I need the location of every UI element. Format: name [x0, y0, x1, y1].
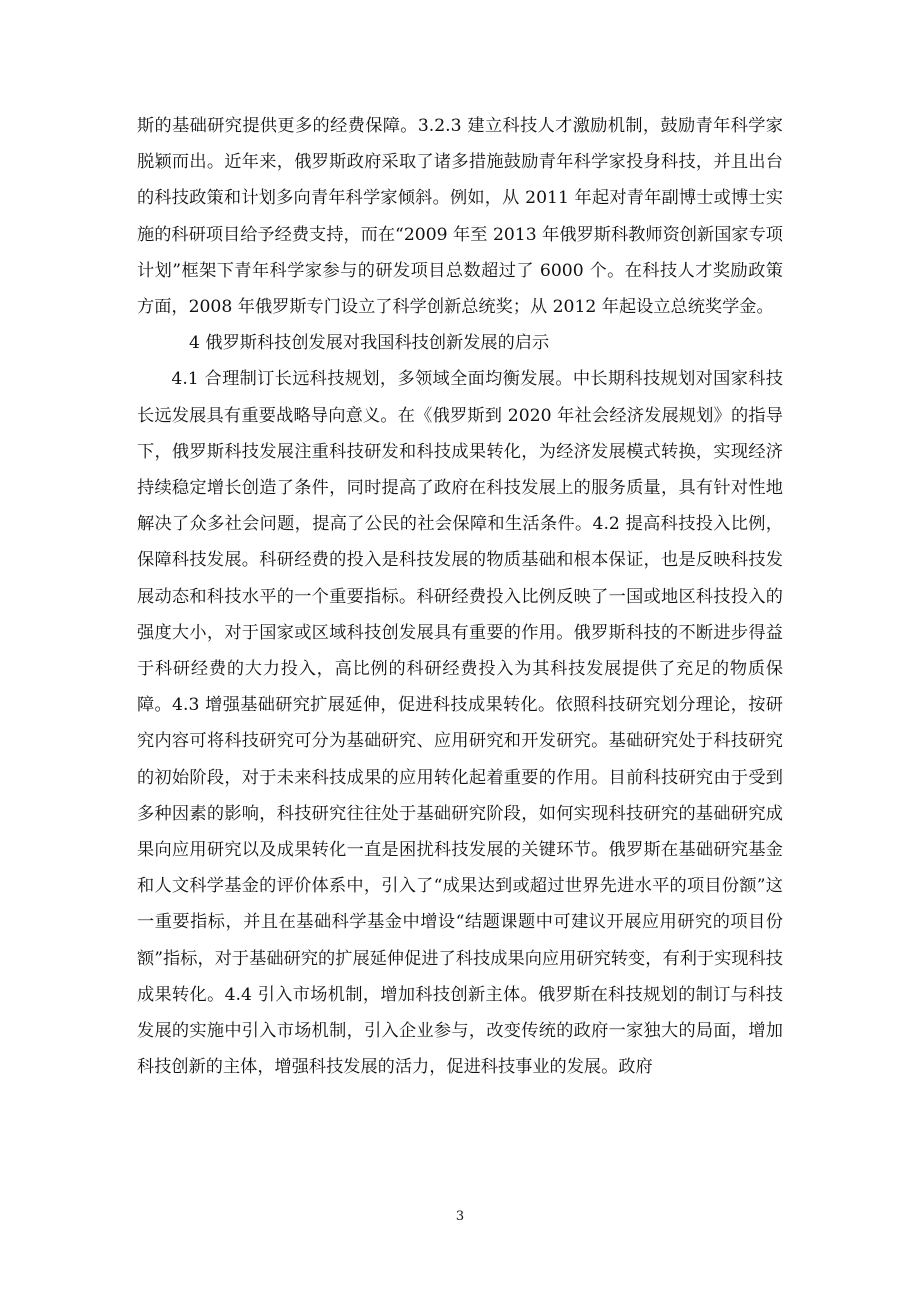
section-heading: 4 俄罗斯科技创发展对我国科技创新发展的启示 — [189, 333, 550, 354]
paragraph-continuation: 斯的基础研究提供更多的经费保障。3.2.3 建立科技人才激励机制，鼓励青年科学家脱颖而出。近年来，俄罗斯政府采取了诸多措施鼓励青年科学家投身科技，并且出台的科技政策和计划多向青年科学家倾斜。例如，从 2011 年起对青年副博士或博士实施的科研项目给予经费支持，而在“2009 年至 2013 年俄罗斯科教师资创新国家专项计划”框架下青年科学家参与的研发项目总数超过了 6000 个。在科技人才奖励政策方面，2008 年俄罗斯专门设立了科学创新总统奖；从 2012 年起设立总统奖学金。 — [137, 116, 783, 318]
paragraph-body: 4.1 合理制订长远科技规划，多领域全面均衡发展。中长期科技规划对国家科技长远发展具有重要战略导向意义。在《俄罗斯到 2020 年社会经济发展规划》的指导下，俄罗斯科技发展注重科技研发和科技成果转化，为经济发展模式转换，实现经济持续稳定增长创造了条件，同时提高了政府在科技发展上的服务质量，具有针对性地解决了众多社会问题，提高了公民的社会保障和生活条件。4.2 提高科技投入比例，保障科技发展。科研经费的投入是科技发展的物质基础和根本保证，也是反映科技发展动态和科技水平的一个重要指标。科研经费投入比例反映了一国或地区科技投入的强度大小，对于国家或区域科技创发展具有重要的作用。俄罗斯科技的不断进步得益于科研经费的大力投入，高比例的科研经费投入为其科技发展提供了充足的物质保障。4.3 增强基础研究扩展延伸，促进科技成果转化。依照科技研究划分理论，按研究内容可将科技研究可分为基础研究、应用研究和开发研究。基础研究处于科技研究的初始阶段，对于未来科技成果的应用转化起着重要的作用。目前科技研究由于受到多种因素的影响，科技研究往往处于基础研究阶段，如何实现科技研究的基础研究成果向应用研究以及成果转化一直是困扰科技发展的关键环节。俄罗斯在基础研究基金和人文科学基金的评价体系中，引入了“成果达到或超过世界先进水平的项目份额”这一重要指标，并且在基础科学基金中增设“结题课题中可建议开展应用研究的项目份额”指标，对于基础研究的扩展延伸促进了科技成果向应用研究转变，有利于实现科技成果转化。4.4 引入市场机制，增加科技创新主体。俄罗斯在科技规划的制订与科技发展的实施中引入市场机制，引入企业参与，改变传统的政府一家独大的局面，增加科技创新的主体，增强科技发展的活力，促进科技事业的发展。政府 — [137, 369, 783, 1078]
page-content — [137, 108, 783, 1085]
page-number: 3 — [455, 1209, 465, 1224]
